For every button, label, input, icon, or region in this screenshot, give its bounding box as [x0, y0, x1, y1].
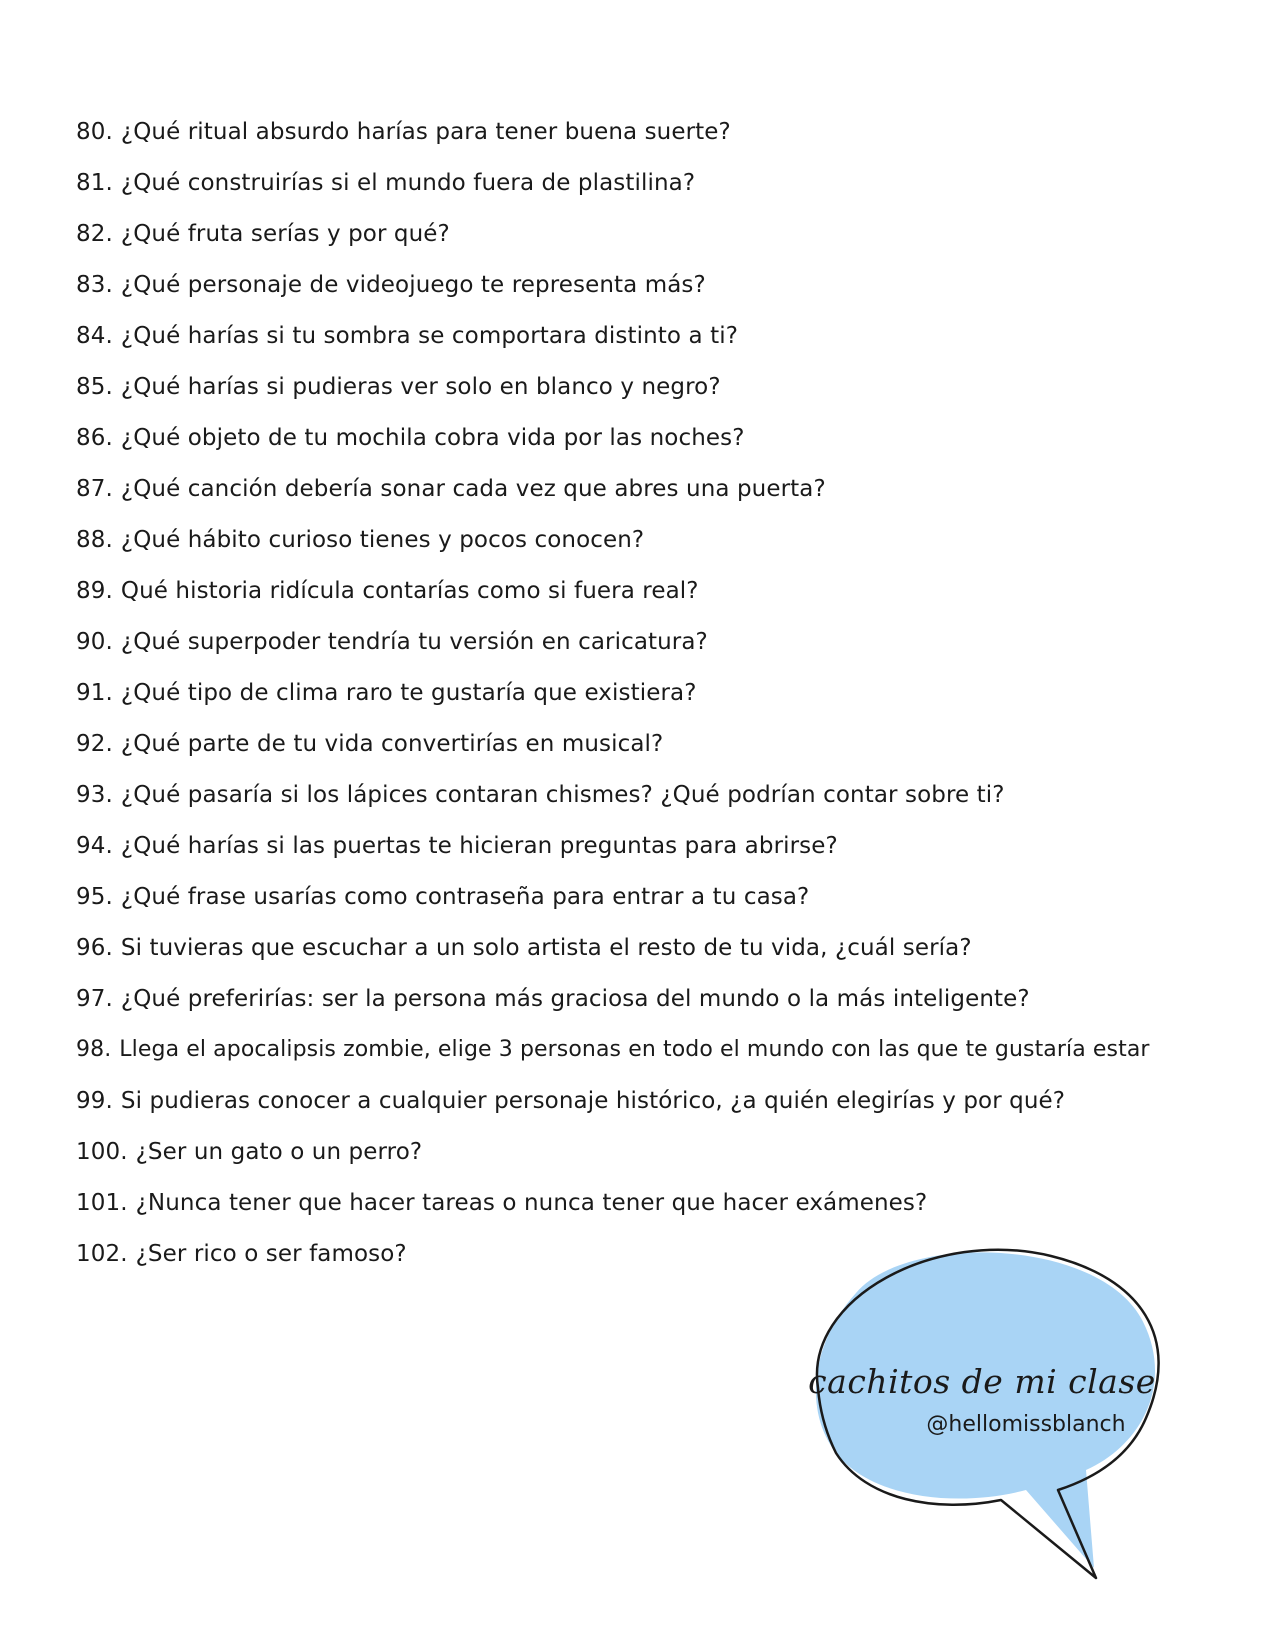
question-text: ¿Qué preferirías: ser la persona más graciosa del mundo o la más inteligente?: [120, 986, 1030, 1012]
speech-bubble-fill: [816, 1252, 1155, 1568]
question-text: ¿Qué hábito curioso tienes y pocos conocen?: [120, 527, 645, 553]
question-text: ¿Qué harías si las puertas te hicieran preguntas para abrirse?: [120, 833, 838, 859]
question-number: 82.: [76, 221, 113, 247]
question-list: [76, 112, 1256, 1285]
question-number: 98.: [76, 1037, 112, 1062]
question-number: 94.: [76, 833, 113, 859]
question-text: Llega el apocalipsis zombie, elige 3 personas en todo el mundo con las que te gustaría estar: [119, 1037, 1150, 1062]
question-item: [76, 163, 1256, 214]
question-number: 101.: [76, 1190, 128, 1216]
question-number: 100.: [76, 1139, 128, 1165]
question-item: [76, 928, 1256, 979]
question-item: [76, 1081, 1256, 1132]
question-item: [76, 826, 1256, 877]
question-text: Qué historia ridícula contarías como si fuera real?: [120, 578, 699, 604]
question-item: [76, 1030, 1256, 1081]
question-item: [76, 1132, 1256, 1183]
question-number: 90.: [76, 629, 113, 655]
question-item: [76, 673, 1256, 724]
question-item: [76, 571, 1256, 622]
question-item: [76, 214, 1256, 265]
question-number: 80.: [76, 119, 113, 145]
question-text: Si tuvieras que escuchar a un solo artista el resto de tu vida, ¿cuál sería?: [120, 935, 972, 961]
question-text: ¿Qué objeto de tu mochila cobra vida por las noches?: [120, 425, 745, 451]
question-text: Si pudieras conocer a cualquier personaje histórico, ¿a quién elegirías y por qué?: [120, 1088, 1066, 1114]
question-number: 87.: [76, 476, 113, 502]
question-item: [76, 367, 1256, 418]
question-text: ¿Qué ritual absurdo harías para tener buena suerte?: [120, 119, 731, 145]
question-item: [76, 112, 1256, 163]
question-item: [76, 979, 1256, 1030]
question-item: [76, 622, 1256, 673]
question-text: ¿Nunca tener que hacer tareas o nunca tener que hacer exámenes?: [135, 1190, 928, 1216]
question-text: ¿Qué canción debería sonar cada vez que abres una puerta?: [120, 476, 826, 502]
question-item: [76, 418, 1256, 469]
question-number: 93.: [76, 782, 113, 808]
question-item: [76, 1183, 1256, 1234]
question-item: [76, 724, 1256, 775]
question-text: ¿Qué harías si tu sombra se comportara distinto a ti?: [120, 323, 739, 349]
question-number: 89.: [76, 578, 113, 604]
question-item: [76, 265, 1256, 316]
question-text: ¿Qué harías si pudieras ver solo en blanco y negro?: [120, 374, 721, 400]
question-item: [76, 877, 1256, 928]
question-item: [76, 469, 1256, 520]
question-text: ¿Qué parte de tu vida convertirías en musical?: [120, 731, 664, 757]
question-text: ¿Qué personaje de videojuego te representa más?: [120, 272, 706, 298]
question-text: ¿Qué superpoder tendría tu versión en caricatura?: [120, 629, 708, 655]
question-text: ¿Qué fruta serías y por qué?: [120, 221, 450, 247]
question-number: 91.: [76, 680, 113, 706]
question-number: 97.: [76, 986, 113, 1012]
question-number: 102.: [76, 1241, 128, 1267]
question-number: 85.: [76, 374, 113, 400]
question-text: ¿Ser un gato o un perro?: [135, 1139, 423, 1165]
question-text: ¿Qué tipo de clima raro te gustaría que existiera?: [120, 680, 697, 706]
question-text: ¿Qué frase usarías como contraseña para entrar a tu casa?: [120, 884, 810, 910]
bubble-title: cachitos de mi clase: [808, 1362, 1156, 1401]
question-text: ¿Qué pasaría si los lápices contaran chismes? ¿Qué podrían contar sobre ti?: [120, 782, 1005, 808]
question-number: 96.: [76, 935, 113, 961]
question-number: 84.: [76, 323, 113, 349]
question-number: 88.: [76, 527, 113, 553]
question-number: 95.: [76, 884, 113, 910]
question-text: ¿Ser rico o ser famoso?: [135, 1241, 407, 1267]
speech-bubble-logo: [796, 1238, 1196, 1588]
question-number: 86.: [76, 425, 113, 451]
question-number: 92.: [76, 731, 113, 757]
question-number: 83.: [76, 272, 113, 298]
question-item: [76, 520, 1256, 571]
question-number: 99.: [76, 1088, 113, 1114]
question-item: [76, 316, 1256, 367]
question-text: ¿Qué construirías si el mundo fuera de plastilina?: [120, 170, 696, 196]
bubble-handle: @hellomissblanch: [926, 1412, 1126, 1437]
question-number: 81.: [76, 170, 113, 196]
question-item: [76, 775, 1256, 826]
